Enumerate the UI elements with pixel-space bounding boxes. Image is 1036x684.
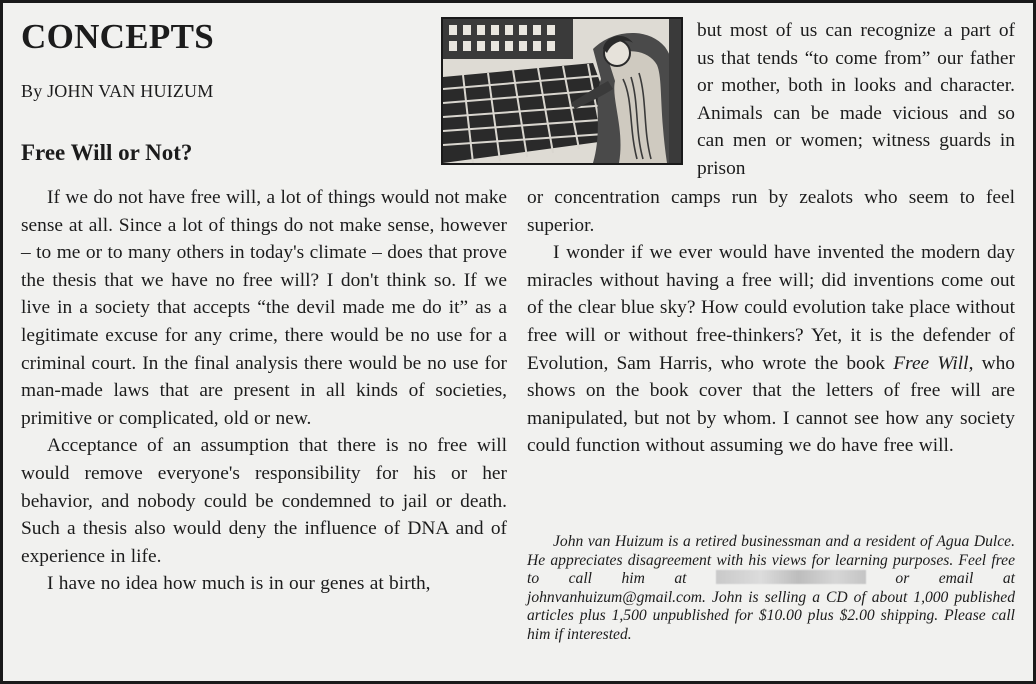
paragraph-invention [527, 239, 1015, 460]
paragraph-invention-text-a: I wonder if we ever would have invented the modern day miracles without having a free will; did inventions come out of the clear blue sky? How could evolution take place without free will or without free-thinkers? Yet, it is the defender of Evolution, Sam Harris, who wrote the book [527, 242, 1015, 374]
article-headline: Free Will or Not? [21, 140, 193, 165]
byline: By JOHN VAN HUIZUM [21, 81, 214, 101]
author-bio [527, 533, 1015, 645]
paragraph-continuation-top: but most of us can recognize a part of us that tends “to come from” our father or mother, both in looks and character. Animals can be made vicious and so can men or women; witness guards in prison [697, 20, 1015, 179]
paragraph-continuation: or concentration camps run by zealots who seem to feel superior. [527, 187, 1015, 236]
bio-text-b: or email at johnvanhuizum@gmail.com. John is selling a CD of about 1,000 published articles plus 1,500 unpublished for $10.00 plus $2.00 shipping. Please call him if interested. [527, 570, 1015, 643]
column-title: CONCEPTS [21, 17, 214, 56]
paragraph-3: I have no idea how much is in our genes at birth, [47, 573, 431, 595]
paragraph-2: Acceptance of an assumption that there is no free will would remove everyone's responsibility for his or her behavior, and nobody could be condemned to jail or death. Such a thesis also would deny the influence of DNA and of experience in life. [21, 435, 507, 567]
paragraph-invention-text-b: , who shows on the book cover that the letters of free will are manipulated, but not by whom. I cannot see how any society could function without assuming we do have free will. [527, 352, 1015, 457]
right-column [527, 184, 1015, 460]
redacted-phone-number [716, 570, 866, 584]
bio-text-a: John van Huizum is a retired businessman and a resident of Agua Dulce. He appreciates disagreement with his views for learning purposes. Feel free to call him at [527, 533, 1015, 588]
paragraph-1: If we do not have free will, a lot of things would not make sense at all. Since a lot of things do not make sense, however – to me or to many others in today's climate – does that prove the thesis that we have no free will? I don't think so. If we live in a society that accepts “the devil made me do it” as a legitimate excuse for any crime, there would be no use for a criminal court. In the final analysis there would be no use for man-made laws that are present in all kinds of societies, primitive or complicated, old or new. [21, 187, 507, 429]
book-title: Free Will [893, 352, 969, 374]
left-column [21, 184, 507, 598]
woodcut-illustration-icon [441, 17, 683, 165]
right-column-top-text [697, 17, 1015, 183]
